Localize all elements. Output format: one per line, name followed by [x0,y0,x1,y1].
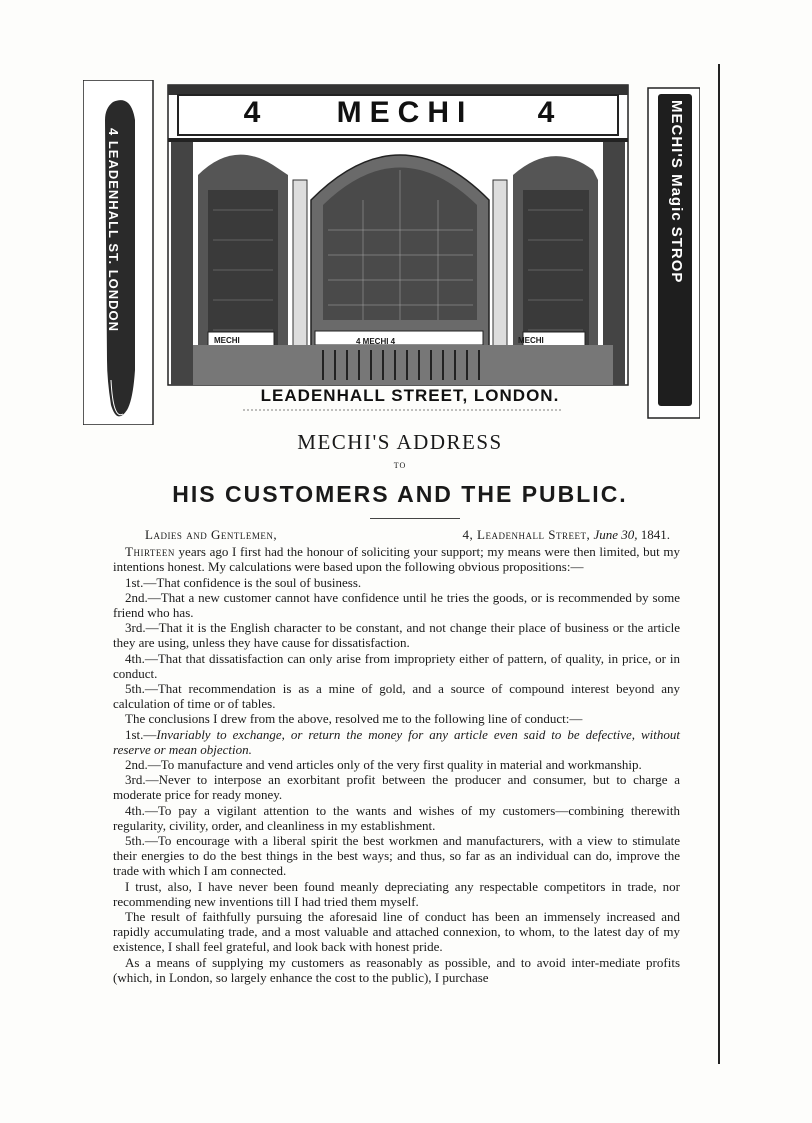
proposition-item: 1st.—That confidence is the soul of business. [125,574,362,590]
title-connector: TO [393,461,407,470]
page-subtitle: HIS CUSTOMERS AND THE PUBLIC. [172,481,628,507]
salutation: Ladies and Gentlemen, [145,527,278,542]
shop-name-sign: MECHI [336,96,474,129]
shop-number-right: 4 [537,96,555,129]
right-strop-label: MECHI'S Magic STROP [668,100,685,284]
conduct-item: 2nd.—To manufacture and vend articles only of the very first quality in material and workmanship. [125,757,642,773]
result-paragraph: The result of faithfully pursuing the aforesaid line of conduct has been an immensely increased and rapidly accumulating trade, and a most valuable and attached connexion, to whom, to the latest day of my existence, I shall feel grateful, and look back with honest pride. [113,909,680,955]
page-title: MECHI'S ADDRESS [297,430,503,454]
shop-facade [168,85,628,410]
letter-body [113,527,680,985]
letter-dateline [463,527,670,542]
letter-date: June 30, [593,527,638,542]
proposition-item: 3rd.—That it is the English character to be constant, and not change their place of business or the article they are using, unless they have cause for dissatisfaction. [113,620,680,651]
street-caption: LEADENHALL STREET, LONDON. [260,386,560,405]
conduct-item-emphasis: Invariably to exchange, or return the money for any article even said to be defective, without reserve or mean objection. [113,726,680,757]
shop-number-left: 4 [243,96,261,129]
proposition-item: 2nd.—That a new customer cannot have confidence until he tries the goods, or is recommended by some friend who has. [113,589,680,621]
conduct-item-number: 1st.— [125,726,157,742]
title-divider [370,518,460,519]
conduct-item [113,727,680,757]
intro-lead-word: Thirteen [125,544,175,560]
intro-paragraph [113,544,680,574]
left-strop-label: 4 LEADENHALL ST. LONDON [106,128,121,333]
conclusions-intro: The conclusions I drew from the above, resolved me to the following line of conduct:— [125,711,583,727]
intro-text: years ago I first had the honour of soliciting your support; my means were then limited, but my intentions honest. My calculations were based upon the following obvious propositions:— [113,544,680,575]
salutation-row [113,527,680,542]
proposition-item: 4th.—That that dissatisfaction can only arise from impropriety either of pattern, of quality, in price, or in conduct. [113,650,680,681]
window-sign-left: MECHI [214,336,240,345]
window-sign-center: 4 MECHI 4 [356,337,396,346]
conduct-item: 3rd.—Never to interpose an exorbitant profit between the producer and consumer, but to charge a moderate price for ready money. [113,772,680,803]
means-paragraph: As a means of supplying my customers as reasonably as possible, and to avoid inter-mediate profits (which, in London, so largely enhance the cost to the public), I purchase [113,954,680,985]
proposition-item: 5th.—That recommendation is as a mine of gold, and a source of compound interest beyond any calculation of time or of tables. [113,681,680,712]
page-edge-rule [718,64,720,1064]
window-sign-right: MECHI [518,336,544,345]
letter-year: 1841. [640,527,670,542]
letter-address: 4, Leadenhall Street, [462,527,591,542]
conduct-item: 4th.—To pay a vigilant attention to the wants and wishes of my customers—combining therewith regularity, civility, order, and cleanliness in my establishment. [113,802,680,833]
shopfront-engraving [83,80,700,425]
trust-paragraph: I trust, also, I have never been found meanly depreciating any respectable competitors in trade, nor recommending new inventions till I had tried them myself. [113,878,680,909]
conduct-item: 5th.—To encourage with a liberal spirit the best workmen and manufacturers, with a view to stimulate their energies to do the best things in the best ways; and thus, so far as an individual can do, improve the trade with which I am connected. [113,833,680,879]
